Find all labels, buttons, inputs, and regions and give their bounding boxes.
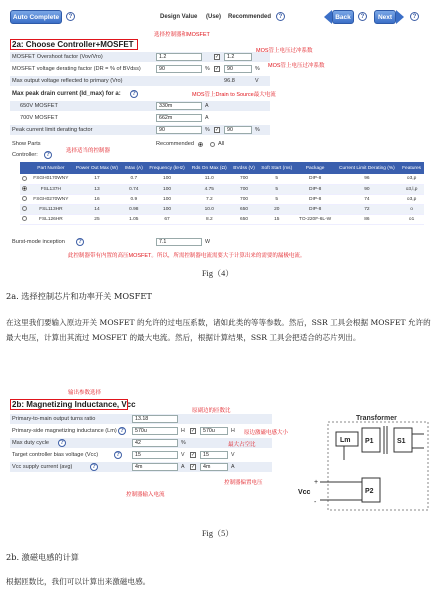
section-2a-heading: 2a. 选择控制芯片和功率开关 MOSFET (6, 291, 152, 301)
help-icon[interactable]: ? (66, 12, 75, 21)
annotation-vcc-current: 控制器输入电流 (126, 492, 165, 498)
annotation-overshoot: MOS管上电压过冲系数 (256, 48, 313, 54)
table-row[interactable] (20, 184, 424, 194)
table-cell: o3,l,p (399, 184, 424, 194)
table-cell: FSL113HR (30, 204, 72, 214)
annotation-derating: MOS管上电压过冲系数 (268, 63, 325, 69)
annotation-drain-current: MOS管上Drain to Source最大电流 (192, 92, 276, 98)
table-cell: 700 (230, 194, 258, 204)
figure-4-screenshot (6, 6, 432, 264)
unit: A (231, 464, 235, 470)
table-header: Current Limit Derating (%) (335, 162, 400, 174)
table-cell: o1 (399, 214, 424, 224)
controller-table (20, 162, 424, 225)
transformer-title: Transformer (356, 415, 397, 422)
back-button[interactable]: Back (332, 10, 354, 24)
vcc-current-input[interactable]: 4m (132, 463, 178, 471)
help-icon[interactable]: ? (90, 463, 98, 471)
table-header: IMax (A) (122, 162, 146, 174)
toolbar (6, 6, 432, 28)
table-cell: DIP-8 (296, 204, 335, 214)
help-icon[interactable]: ? (118, 427, 126, 435)
design-value-header: Design Value (160, 14, 198, 20)
back-arrow-icon[interactable] (324, 10, 332, 24)
radio-all[interactable] (210, 142, 215, 147)
mosfet-650v-label: 650V MOSFET (20, 103, 58, 109)
table-cell: 25 (72, 214, 122, 224)
turns-ratio-input[interactable]: 13.18 (132, 415, 178, 423)
burst-mode-value: 7.1 (156, 238, 202, 246)
peak-derating-label: Peak current limit derating factor (12, 127, 93, 133)
table-cell: 5 (258, 194, 296, 204)
vcc-current-label: Vcc supply current (avg) (12, 464, 73, 470)
show-parts-label: Show Parts (12, 141, 41, 147)
table-cell: DIP-8 (296, 184, 335, 194)
unit: A (205, 103, 209, 109)
table-cell: 14 (72, 204, 122, 214)
table-header: BVdss (V) (230, 162, 258, 174)
figure-5-screenshot (6, 388, 432, 516)
use-checkbox[interactable]: ✓ (215, 66, 220, 72)
table-cell: 11.0 (188, 174, 230, 184)
table-cell: 67 (146, 214, 189, 224)
table-cell: 90 (335, 184, 400, 194)
table-row[interactable] (20, 204, 424, 214)
annotation-turns-ratio: 原副边的匝数比 (192, 408, 231, 414)
table-cell: 8.2 (188, 214, 230, 224)
table-cell: 100 (146, 184, 189, 194)
max-output-voltage-label: Max output voltage reflected to primary (Vro) (12, 78, 123, 84)
unit: % (181, 440, 186, 446)
table-header: Frequency (kHz) (146, 162, 189, 174)
table-cell: 5 (258, 184, 296, 194)
annotation-select-controller: 选择控制器和MOSFET (154, 32, 210, 38)
unit: % (205, 127, 210, 133)
table-header: Features (399, 162, 424, 174)
table-header (20, 162, 30, 174)
unit: % (205, 66, 210, 72)
row-select-radio[interactable] (22, 176, 27, 181)
table-cell: FSL137H (30, 184, 72, 194)
mosfet-700v-value: 662m (156, 114, 202, 122)
derating-recommended: 90 (224, 65, 252, 73)
section-2a-paragraph: 在这里我们要输入原边开关 MOSFET 的允许的过电压系数，诸如此类的等等参数。然后，SSR 工具会根据 MOSFET 允许的最大电压，计算出其流过 MOSFET 的最大电流。然后，根据计算结果，SSR 工具会把适合的芯片列出。 (6, 318, 431, 342)
row-radio-cell[interactable] (20, 174, 30, 184)
next-button[interactable]: Next (374, 10, 396, 24)
overshoot-recommended: 1.2 (224, 53, 252, 61)
vcc-current-rec: 4m (200, 463, 228, 471)
bias-voltage-input[interactable]: 15 (132, 451, 178, 459)
unit: V (231, 452, 235, 458)
section-2b-heading: 2b. 激磁电感的计算 (6, 552, 79, 562)
table-cell: 5 (258, 174, 296, 184)
unit: H (181, 428, 185, 434)
help-icon[interactable]: ? (114, 451, 122, 459)
use-checkbox[interactable]: ✓ (215, 127, 220, 133)
table-cell: 10.0 (188, 204, 230, 214)
help-icon[interactable]: ? (410, 12, 419, 21)
row-radio-cell[interactable] (20, 184, 30, 194)
table-header: Soft Start (ms) (258, 162, 296, 174)
use-checkbox[interactable]: ✓ (191, 464, 196, 470)
help-icon[interactable]: ? (44, 151, 52, 159)
lm-label: Lm (340, 437, 351, 444)
annotation-lm: 原边激磁电感大小 (244, 430, 289, 436)
peak-derating-input[interactable]: 90 (156, 126, 202, 134)
s1-label: S1 (397, 438, 406, 445)
mosfet-700v-label: 700V MOSFET (20, 115, 58, 121)
table-cell: TO-220F-6L-W (296, 214, 335, 224)
section-2b-paragraph: 根据匝数比，我们可以计算出来激磁电感。 (6, 577, 151, 586)
magnetizing-inductance-input[interactable]: 570u (132, 427, 178, 435)
derating-factor-label: MOSFET voltage derating factor (DR = % of BVdss) (12, 66, 141, 72)
unit: % (255, 66, 260, 72)
max-output-voltage-value: 96.8 (224, 78, 235, 84)
annotation-controller: 选择适当的控制器 (66, 148, 111, 154)
controller-label: Controller: (12, 152, 38, 158)
table-cell: 700 (230, 174, 258, 184)
bias-voltage-label: Target controller bias voltage (Vcc) (12, 452, 99, 458)
table-cell: 4.75 (188, 184, 230, 194)
turns-ratio-label: Primary-to-main output turns ratio (12, 416, 96, 422)
unit: V (181, 452, 185, 458)
table-cell: DIP-8 (296, 194, 335, 204)
table-cell: 86 (335, 214, 400, 224)
table-cell: 0.98 (122, 204, 146, 214)
figure-5-caption: Fig（5） (202, 529, 234, 538)
burst-mode-label: Burst-mode inception (12, 239, 65, 245)
bias-voltage-rec: 15 (200, 451, 228, 459)
help-icon[interactable]: ? (58, 439, 66, 447)
row-select-radio[interactable] (22, 196, 27, 201)
overshoot-factor-label: MOSFET Overshoot factor (Vov/Vro) (12, 54, 103, 60)
help-icon[interactable]: ? (76, 238, 84, 246)
table-cell: 100 (146, 174, 189, 184)
table-cell: 700 (230, 184, 258, 194)
row-select-radio[interactable] (22, 186, 27, 191)
annotation-input-params: 输出参数选择 (68, 390, 102, 396)
plus-sign: + (314, 479, 319, 486)
table-cell: 16 (72, 194, 122, 204)
use-checkbox[interactable]: ✓ (215, 54, 220, 60)
unit: % (255, 127, 260, 133)
table-row[interactable] (20, 194, 424, 204)
table-cell: 650 (230, 214, 258, 224)
table-cell: 100 (146, 194, 189, 204)
magnetizing-inductance-rec: 570u (200, 427, 228, 435)
figure-4-caption: Fig（4） (202, 269, 234, 278)
table-cell: 15 (258, 214, 296, 224)
overshoot-factor-input[interactable]: 1.2 (156, 53, 202, 61)
table-cell: 17 (72, 174, 122, 184)
table-row[interactable] (20, 174, 424, 184)
p2-label: P2 (365, 488, 374, 495)
section-title-2b: 2b: Magnetizing Inductance, Vcc (12, 400, 136, 409)
use-checkbox[interactable]: ✓ (191, 452, 196, 458)
table-cell: 0.9 (122, 194, 146, 204)
table-cell: 0.74 (122, 184, 146, 194)
row-radio-cell[interactable] (20, 214, 30, 224)
help-icon[interactable]: ? (276, 12, 285, 21)
table-cell: o3,p (399, 194, 424, 204)
use-header: (Use) (206, 14, 222, 20)
mosfet-650v-value: 330m (156, 102, 202, 110)
table-cell: o (399, 204, 424, 214)
transformer-diagram (284, 414, 430, 512)
annotation-bias: 控制器偏置电压 (224, 480, 263, 486)
radio-recommended[interactable] (198, 142, 203, 147)
auto-complete-button[interactable]: Auto Complete (10, 10, 62, 24)
show-parts-select[interactable]: Recommended (156, 141, 194, 147)
table-cell: 13 (72, 184, 122, 194)
table-cell: 96 (335, 174, 400, 184)
row-radio-cell[interactable] (20, 204, 30, 214)
unit: V (255, 78, 259, 84)
use-checkbox[interactable]: ✓ (191, 428, 196, 434)
help-icon[interactable]: ? (130, 90, 138, 98)
unit: H (231, 428, 235, 434)
annotation-duty: 最大占空比 (228, 442, 256, 448)
table-cell: o3,p (399, 174, 424, 184)
unit: W (205, 239, 210, 245)
annotation-bottom: 此控制器带有内置的高压MOSFET。所以，所需控制器电流需要大于计算出来的需要的漏极电流。 (68, 253, 306, 259)
max-duty-input[interactable]: 42 (132, 439, 178, 447)
table-cell: 100 (146, 204, 189, 214)
annotation-box (10, 39, 138, 50)
table-cell: 7.2 (188, 194, 230, 204)
max-duty-label: Max duty cycle (12, 440, 49, 446)
table-cell: DIP-8 (296, 174, 335, 184)
table-header: Part Number (30, 162, 72, 174)
help-icon[interactable]: ? (358, 12, 367, 21)
unit: A (181, 464, 185, 470)
table-header: Rds On Max (Ω) (188, 162, 230, 174)
table-cell: FSL126HR (30, 214, 72, 224)
p1-label: P1 (365, 438, 374, 445)
table-cell: 72 (335, 204, 400, 214)
row-select-radio[interactable] (22, 216, 27, 221)
vcc-label: Vcc (298, 489, 311, 496)
show-parts-all-label: All (218, 141, 225, 147)
table-cell: 20 (258, 204, 296, 214)
table-header: Package (296, 162, 335, 174)
next-arrow-icon[interactable] (396, 10, 404, 24)
table-cell: 1.05 (122, 214, 146, 224)
section-title-2a: 2a: Choose Controller+MOSFET (12, 40, 134, 49)
table-cell: 74 (335, 194, 400, 204)
table-header: Power Out Max (W) (72, 162, 122, 174)
derating-factor-input[interactable]: 90 (156, 65, 202, 73)
row-select-radio[interactable] (22, 206, 27, 211)
table-cell: 0.7 (122, 174, 146, 184)
minus-sign: - (314, 499, 317, 506)
annotation-box (10, 399, 128, 410)
unit: A (205, 115, 209, 121)
drain-current-title: Max peak drain current (Id_max) for a: (12, 91, 121, 97)
table-row[interactable] (20, 214, 424, 224)
table-cell: FSGH0170WNY (30, 174, 72, 184)
peak-derating-recommended: 90 (224, 126, 252, 134)
magnetizing-inductance-label: Primary-side magnetizing inductance (Lm) (12, 428, 117, 434)
table-cell: 650 (230, 204, 258, 214)
row-radio-cell[interactable] (20, 194, 30, 204)
recommended-header: Recommended (228, 14, 272, 20)
table-cell: FSGH0270WNY (30, 194, 72, 204)
